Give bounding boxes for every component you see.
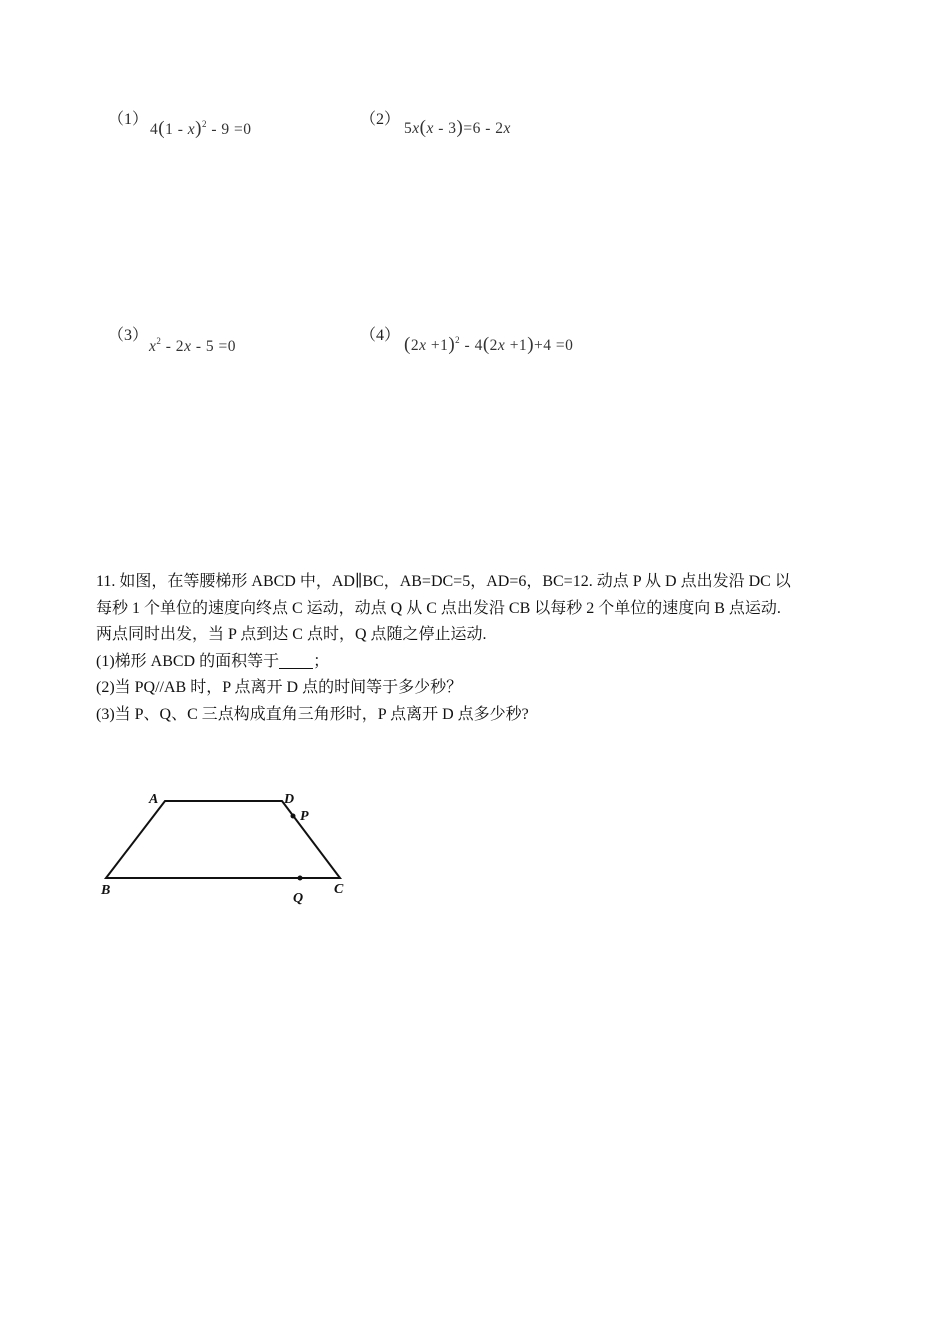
problem-statement-line-3: 两点同时出发，当 P 点到达 C 点时，Q 点随之停止运动. [96,626,487,643]
question-3: (3)当 P、Q、C 三点构成直角三角形时，P 点离开 D 点多少秒? [96,705,529,723]
label-q: Q [293,891,304,906]
answer-blank [279,651,313,669]
problem-11 [96,569,866,728]
problem-statement-line-1: 11. 如图，在等腰梯形 ABCD 中，AD∥BC，AB=DC=5，AD=6，BC=12. 动点 P 从 D 点出发沿 DC 以 [96,573,791,590]
equation-4: $(2x +1)^2 - 4(2x +1)+4 =0$ [404,334,574,355]
equation-3-label: （3） [108,327,149,344]
point-p-dot [291,814,296,819]
label-d: D [284,792,295,807]
question-1-text: (1)梯形 ABCD 的面积等于 [96,652,280,670]
question-2: (2)当 PQ//AB 时，P 点离开 D 点的时间等于多少秒？ [96,679,463,696]
problem-statement-line-2: 每秒 1 个单位的速度向终点 C 运动，动点 Q 从 C 点出发沿 CB 以每秒 2 个单位的速度向 B 点运动. [96,599,781,617]
label-b: B [101,883,111,898]
equation-2-label: （2） [360,111,401,128]
equation-2: 5x(x - 3)=6 - 2x [404,117,511,138]
equation-4-label: （4） [360,327,401,344]
question-1 [96,649,866,676]
equation-1-label: （1） [108,111,149,128]
label-p: P [300,809,309,824]
trapezoid-figure [94,782,364,912]
point-q-dot [298,876,303,881]
label-a: A [149,792,159,807]
label-c: C [334,882,344,897]
question-1-end: ； [313,652,330,670]
equation-1: 4(1 - x)$^2$ - 9 =0 [150,118,252,139]
equation-3: $x^2 - 2x - 5 =0$ [149,336,236,355]
